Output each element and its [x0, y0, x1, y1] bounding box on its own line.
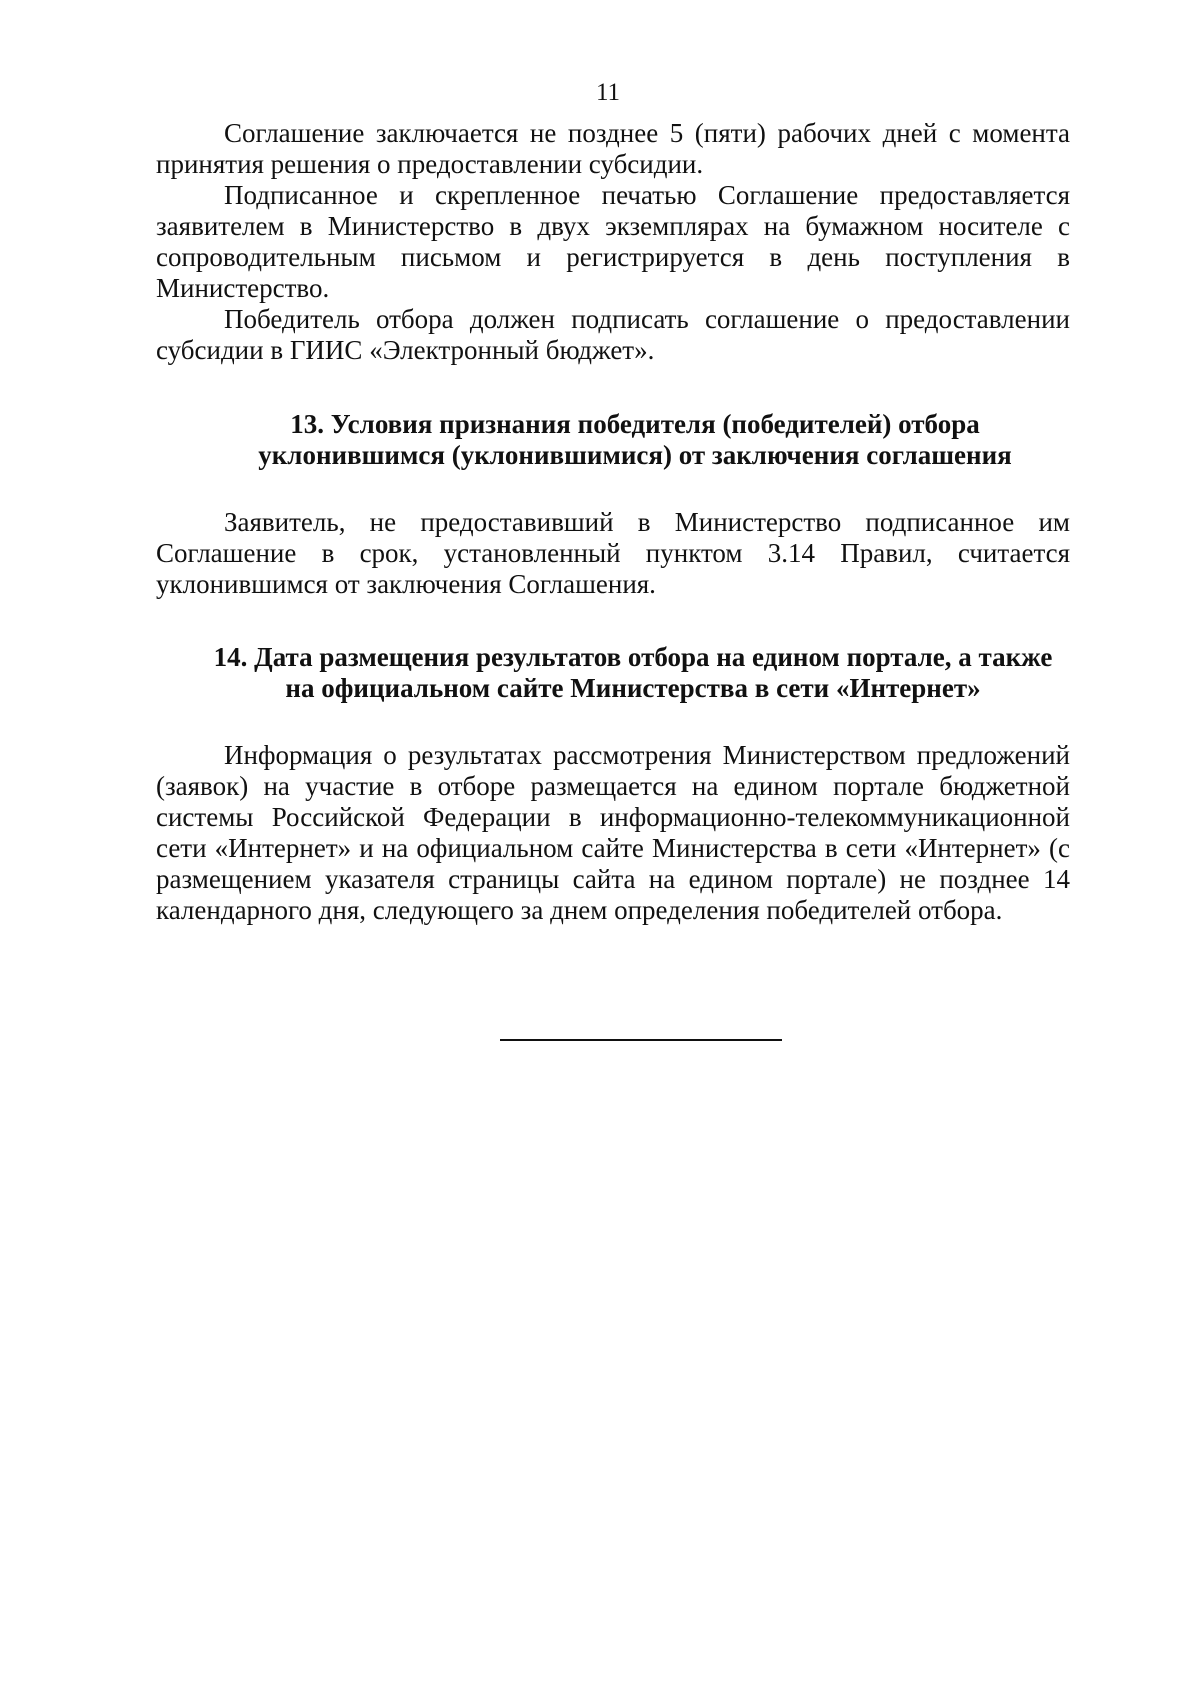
paragraph-agreement-deadline: Соглашение заключается не позднее 5 (пяти) рабочих дней с момента принятия решения о предоставлении субсидии. — [156, 118, 1070, 179]
section-13-title-line-1: 13. Условия признания победителя (победителей) отбора — [290, 409, 980, 439]
section-13-heading — [156, 409, 1070, 471]
section-14-heading — [156, 642, 1070, 704]
end-divider-line — [500, 1039, 782, 1041]
section-13-title-line-2: уклонившимся (уклонившимися) от заключения соглашения — [258, 440, 1012, 470]
paragraph-winner-signing: Победитель отбора должен подписать соглашение о предоставлении субсидии в ГИИС «Электронный бюджет». — [156, 304, 1070, 365]
section-13-text: Заявитель, не предоставивший в Министерство подписанное им Соглашение в срок, установленный пунктом 3.14 Правил, считается уклонившимся от заключения Соглашения. — [156, 507, 1070, 599]
paragraph-signed-agreement: Подписанное и скрепленное печатью Соглашение предоставляется заявителем в Министерство в двух экземплярах на бумажном носителе с сопроводительным письмом и регистрируется в день поступления в Министерство. — [156, 180, 1070, 303]
section-14-text: Информация о результатах рассмотрения Министерством предложений (заявок) на участие в отборе размещается на едином портале бюджетной системы Российской Федерации в информационно-телекоммуникационной сети «Интернет» и на официальном сайте Министерства в сети «Интернет» (с размещением указателя страницы сайта на едином портале) не позднее 14 календарного дня, следующего за днем определения победителей отбора. — [156, 740, 1070, 925]
section-14-title-line-2: на официальном сайте Министерства в сети «Интернет» — [285, 673, 981, 703]
section-14-title-line-1: 14. Дата размещения результатов отбора на едином портале, а также — [213, 642, 1053, 672]
document-body — [156, 118, 1070, 926]
page-number: 11 — [595, 79, 621, 106]
